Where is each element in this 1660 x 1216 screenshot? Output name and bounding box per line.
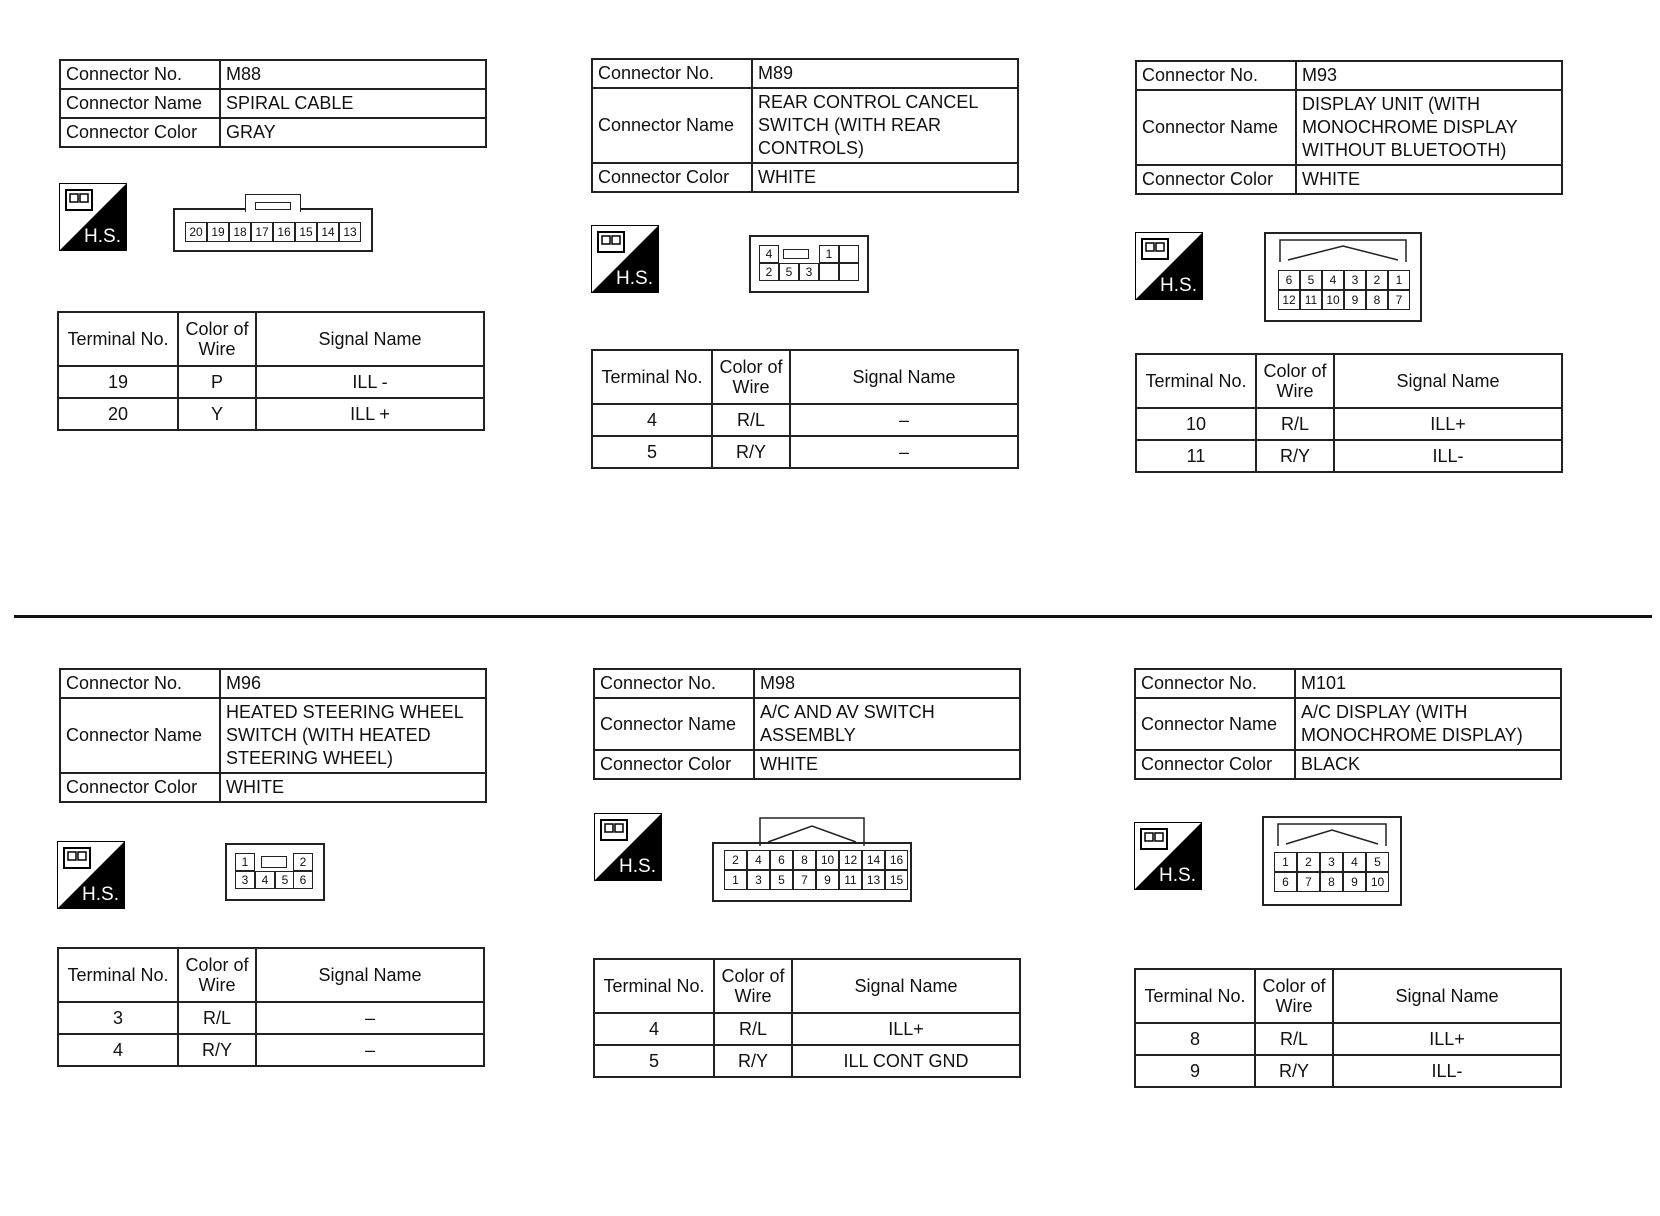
pin: 10 xyxy=(1366,872,1389,892)
connector-latch-slot xyxy=(255,202,291,210)
pin: 6 xyxy=(1274,872,1297,892)
signal-name-header: Signal Name xyxy=(790,350,1018,404)
terminal-no: 11 xyxy=(1136,440,1256,472)
wire-color: R/Y xyxy=(1255,1055,1333,1087)
connector-no-label: Connector No. xyxy=(60,669,220,698)
pin: 4 xyxy=(747,850,770,870)
terminal-table-block-m101 xyxy=(1134,968,1562,1088)
terminal-no: 4 xyxy=(592,404,712,436)
signal-name: ILL CONT GND xyxy=(792,1045,1020,1077)
connector-color-value: WHITE xyxy=(220,773,486,802)
signal-name: ILL + xyxy=(256,398,484,430)
pin: 4 xyxy=(255,871,275,889)
connector-name-label: Connector Name xyxy=(1135,698,1295,750)
connector-name-value: A/C DISPLAY (WITH MONOCHROME DISPLAY) xyxy=(1295,698,1561,750)
connector-no-value: M101 xyxy=(1295,669,1561,698)
connector-icon xyxy=(1141,238,1169,260)
connector-face-m88 xyxy=(173,208,373,252)
connector-info-table xyxy=(1135,60,1563,195)
pin: 5 xyxy=(1366,852,1389,872)
connector-block-m93 xyxy=(1135,60,1563,195)
wire-color: R/Y xyxy=(712,436,790,468)
wire-color: R/L xyxy=(714,1013,792,1045)
table-row xyxy=(1135,1023,1561,1055)
connector-name-value: SPIRAL CABLE xyxy=(220,89,486,118)
connector-no-value: M98 xyxy=(754,669,1020,698)
connector-icon xyxy=(63,847,91,869)
signal-name: ILL+ xyxy=(1333,1023,1561,1055)
signal-name: – xyxy=(790,404,1018,436)
terminal-no-header: Terminal No. xyxy=(58,312,178,366)
pin: 1 xyxy=(819,245,839,263)
terminal-no-header: Terminal No. xyxy=(58,948,178,1002)
terminal-no-header: Terminal No. xyxy=(1135,969,1255,1023)
connector-name-label: Connector Name xyxy=(594,698,754,750)
wire-color: R/Y xyxy=(714,1045,792,1077)
signal-name: ILL+ xyxy=(792,1013,1020,1045)
terminal-no: 19 xyxy=(58,366,178,398)
pin: 3 xyxy=(235,871,255,889)
connector-color-label: Connector Color xyxy=(60,118,220,147)
wire-color-header: Color of Wire xyxy=(178,948,256,1002)
pin: 2 xyxy=(1366,270,1388,290)
table-row xyxy=(1135,1055,1561,1087)
signal-name: ILL+ xyxy=(1334,408,1562,440)
connector-latch-slot xyxy=(261,856,287,868)
hs-badge xyxy=(1135,232,1203,300)
hs-label: H.S. xyxy=(619,856,656,877)
wire-color: R/Y xyxy=(178,1034,256,1066)
connector-face-m96 xyxy=(225,843,325,901)
connector-block-m88 xyxy=(59,59,487,148)
connector-face-m93 xyxy=(1264,232,1422,322)
connector-face-m89 xyxy=(749,235,869,293)
pin: 15 xyxy=(295,222,317,242)
connector-name-value: A/C AND AV SWITCH ASSEMBLY xyxy=(754,698,1020,750)
signal-name: ILL - xyxy=(256,366,484,398)
pin: 1 xyxy=(235,853,255,871)
connector-no-value: M93 xyxy=(1296,61,1562,90)
pin: 4 xyxy=(759,245,779,263)
pin: 5 xyxy=(1300,270,1322,290)
connector-icon xyxy=(65,189,93,211)
table-row xyxy=(58,398,484,430)
wire-color-header: Color of Wire xyxy=(714,959,792,1013)
connector-color-label: Connector Color xyxy=(1135,750,1295,779)
pin xyxy=(839,263,859,281)
pin: 2 xyxy=(293,853,313,871)
section-divider xyxy=(14,615,1652,618)
terminal-table-block-m93 xyxy=(1135,353,1563,473)
pin: 6 xyxy=(770,850,793,870)
connector-color-value: GRAY xyxy=(220,118,486,147)
pin: 7 xyxy=(1297,872,1320,892)
terminal-table xyxy=(1135,353,1563,473)
connector-color-value: WHITE xyxy=(754,750,1020,779)
pin xyxy=(839,245,859,263)
wire-color-header: Color of Wire xyxy=(1255,969,1333,1023)
terminal-no-header: Terminal No. xyxy=(1136,354,1256,408)
terminal-table xyxy=(591,349,1019,469)
connector-info-table xyxy=(1134,668,1562,780)
pin: 2 xyxy=(759,263,779,281)
pin: 19 xyxy=(207,222,229,242)
connector-no-label: Connector No. xyxy=(1135,669,1295,698)
hs-label: H.S. xyxy=(616,268,653,289)
connector-info-table xyxy=(593,668,1021,780)
hs-badge xyxy=(59,183,127,251)
pin: 18 xyxy=(229,222,251,242)
terminal-table xyxy=(57,947,485,1067)
connector-color-label: Connector Color xyxy=(594,750,754,779)
table-row xyxy=(1136,408,1562,440)
pin: 12 xyxy=(839,850,862,870)
connector-info-table xyxy=(59,668,487,803)
connector-name-label: Connector Name xyxy=(60,698,220,773)
pin: 9 xyxy=(1343,872,1366,892)
pin: 10 xyxy=(816,850,839,870)
pin: 8 xyxy=(1320,872,1343,892)
terminal-no-header: Terminal No. xyxy=(594,959,714,1013)
pin: 2 xyxy=(724,850,747,870)
connector-no-label: Connector No. xyxy=(60,60,220,89)
pin: 16 xyxy=(885,850,908,870)
wire-color: R/Y xyxy=(1256,440,1334,472)
connector-hood xyxy=(1278,238,1408,264)
connector-no-label: Connector No. xyxy=(592,59,752,88)
terminal-no: 5 xyxy=(594,1045,714,1077)
connector-no-label: Connector No. xyxy=(594,669,754,698)
signal-name-header: Signal Name xyxy=(256,948,484,1002)
wire-color: R/L xyxy=(1255,1023,1333,1055)
pin: 5 xyxy=(779,263,799,281)
table-row xyxy=(592,436,1018,468)
connector-hood xyxy=(758,816,866,846)
wire-color-header: Color of Wire xyxy=(178,312,256,366)
pin: 2 xyxy=(1297,852,1320,872)
pin: 11 xyxy=(839,870,862,890)
hs-badge xyxy=(594,813,662,881)
terminal-no: 10 xyxy=(1136,408,1256,440)
connector-icon xyxy=(600,819,628,841)
table-row xyxy=(594,1045,1020,1077)
connector-no-label: Connector No. xyxy=(1136,61,1296,90)
pin: 14 xyxy=(862,850,885,870)
connector-block-m98 xyxy=(593,668,1021,780)
pin: 20 xyxy=(185,222,207,242)
pin: 13 xyxy=(339,222,361,242)
connector-name-label: Connector Name xyxy=(592,88,752,163)
connector-block-m101 xyxy=(1134,668,1562,780)
signal-name-header: Signal Name xyxy=(256,312,484,366)
signal-name: – xyxy=(256,1002,484,1034)
wire-color: R/L xyxy=(712,404,790,436)
connector-color-value: WHITE xyxy=(1296,165,1562,194)
wire-color: Y xyxy=(178,398,256,430)
pin: 5 xyxy=(275,871,295,889)
signal-name: ILL- xyxy=(1333,1055,1561,1087)
hs-label: H.S. xyxy=(84,226,121,247)
pin: 1 xyxy=(1388,270,1410,290)
pin: 10 xyxy=(1322,290,1344,310)
connector-name-label: Connector Name xyxy=(60,89,220,118)
table-row xyxy=(594,1013,1020,1045)
terminal-no: 20 xyxy=(58,398,178,430)
wire-color: P xyxy=(178,366,256,398)
pin: 8 xyxy=(1366,290,1388,310)
terminal-table xyxy=(57,311,485,431)
terminal-table-block-m98 xyxy=(593,958,1021,1078)
pin: 3 xyxy=(799,263,819,281)
terminal-table-block-m96 xyxy=(57,947,485,1067)
wire-color-header: Color of Wire xyxy=(1256,354,1334,408)
pin: 16 xyxy=(273,222,295,242)
terminal-no: 8 xyxy=(1135,1023,1255,1055)
connector-no-value: M96 xyxy=(220,669,486,698)
hs-badge xyxy=(1134,822,1202,890)
pin xyxy=(819,263,839,281)
pin: 3 xyxy=(1344,270,1366,290)
table-row xyxy=(1136,440,1562,472)
pin: 1 xyxy=(1274,852,1297,872)
connector-color-label: Connector Color xyxy=(1136,165,1296,194)
pin: 1 xyxy=(724,870,747,890)
hs-badge xyxy=(591,225,659,293)
connector-hood xyxy=(1276,822,1388,848)
pin: 15 xyxy=(885,870,908,890)
connector-no-value: M89 xyxy=(752,59,1018,88)
connector-name-label: Connector Name xyxy=(1136,90,1296,165)
pin: 14 xyxy=(317,222,339,242)
pin: 8 xyxy=(793,850,816,870)
connector-block-m96 xyxy=(59,668,487,803)
terminal-table-block-m88 xyxy=(57,311,485,431)
pin: 9 xyxy=(816,870,839,890)
connector-name-value: DISPLAY UNIT (WITH MONOCHROME DISPLAY WITHOUT BLUETOOTH) xyxy=(1296,90,1562,165)
pin: 7 xyxy=(1388,290,1410,310)
connector-no-value: M88 xyxy=(220,60,486,89)
connector-color-value: WHITE xyxy=(752,163,1018,192)
pin: 5 xyxy=(770,870,793,890)
terminal-no: 5 xyxy=(592,436,712,468)
terminal-no: 4 xyxy=(594,1013,714,1045)
pin: 4 xyxy=(1322,270,1344,290)
connector-name-value: HEATED STEERING WHEEL SWITCH (WITH HEATED STEERING WHEEL) xyxy=(220,698,486,773)
connector-face-m98 xyxy=(712,842,912,902)
connector-name-value: REAR CONTROL CANCEL SWITCH (WITH REAR CONTROLS) xyxy=(752,88,1018,163)
hs-label: H.S. xyxy=(82,884,119,905)
pin: 12 xyxy=(1278,290,1300,310)
signal-name-header: Signal Name xyxy=(1334,354,1562,408)
wire-color: R/L xyxy=(178,1002,256,1034)
connector-info-table xyxy=(59,59,487,148)
wire-color: R/L xyxy=(1256,408,1334,440)
terminal-table xyxy=(1134,968,1562,1088)
hs-label: H.S. xyxy=(1159,865,1196,886)
pin: 6 xyxy=(1278,270,1300,290)
pin: 3 xyxy=(747,870,770,890)
pin: 7 xyxy=(793,870,816,890)
terminal-no-header: Terminal No. xyxy=(592,350,712,404)
pin: 4 xyxy=(1343,852,1366,872)
connector-color-label: Connector Color xyxy=(592,163,752,192)
pin: 3 xyxy=(1320,852,1343,872)
connector-icon xyxy=(597,231,625,253)
terminal-no: 4 xyxy=(58,1034,178,1066)
table-row xyxy=(58,1034,484,1066)
connector-color-value: BLACK xyxy=(1295,750,1561,779)
pin: 6 xyxy=(293,871,313,889)
signal-name: – xyxy=(256,1034,484,1066)
pin: 11 xyxy=(1300,290,1322,310)
terminal-no: 3 xyxy=(58,1002,178,1034)
table-row xyxy=(592,404,1018,436)
connector-latch-slot xyxy=(783,249,809,259)
connector-block-m89 xyxy=(591,58,1019,193)
signal-name-header: Signal Name xyxy=(1333,969,1561,1023)
connector-color-label: Connector Color xyxy=(60,773,220,802)
pin: 13 xyxy=(862,870,885,890)
table-row xyxy=(58,366,484,398)
signal-name: – xyxy=(790,436,1018,468)
connector-face-m101 xyxy=(1262,816,1402,906)
pin: 9 xyxy=(1344,290,1366,310)
pin: 17 xyxy=(251,222,273,242)
terminal-no: 9 xyxy=(1135,1055,1255,1087)
hs-label: H.S. xyxy=(1160,275,1197,296)
terminal-table-block-m89 xyxy=(591,349,1019,469)
table-row xyxy=(58,1002,484,1034)
wire-color-header: Color of Wire xyxy=(712,350,790,404)
signal-name: ILL- xyxy=(1334,440,1562,472)
signal-name-header: Signal Name xyxy=(792,959,1020,1013)
hs-badge xyxy=(57,841,125,909)
connector-info-table xyxy=(591,58,1019,193)
terminal-table xyxy=(593,958,1021,1078)
connector-icon xyxy=(1140,828,1168,850)
